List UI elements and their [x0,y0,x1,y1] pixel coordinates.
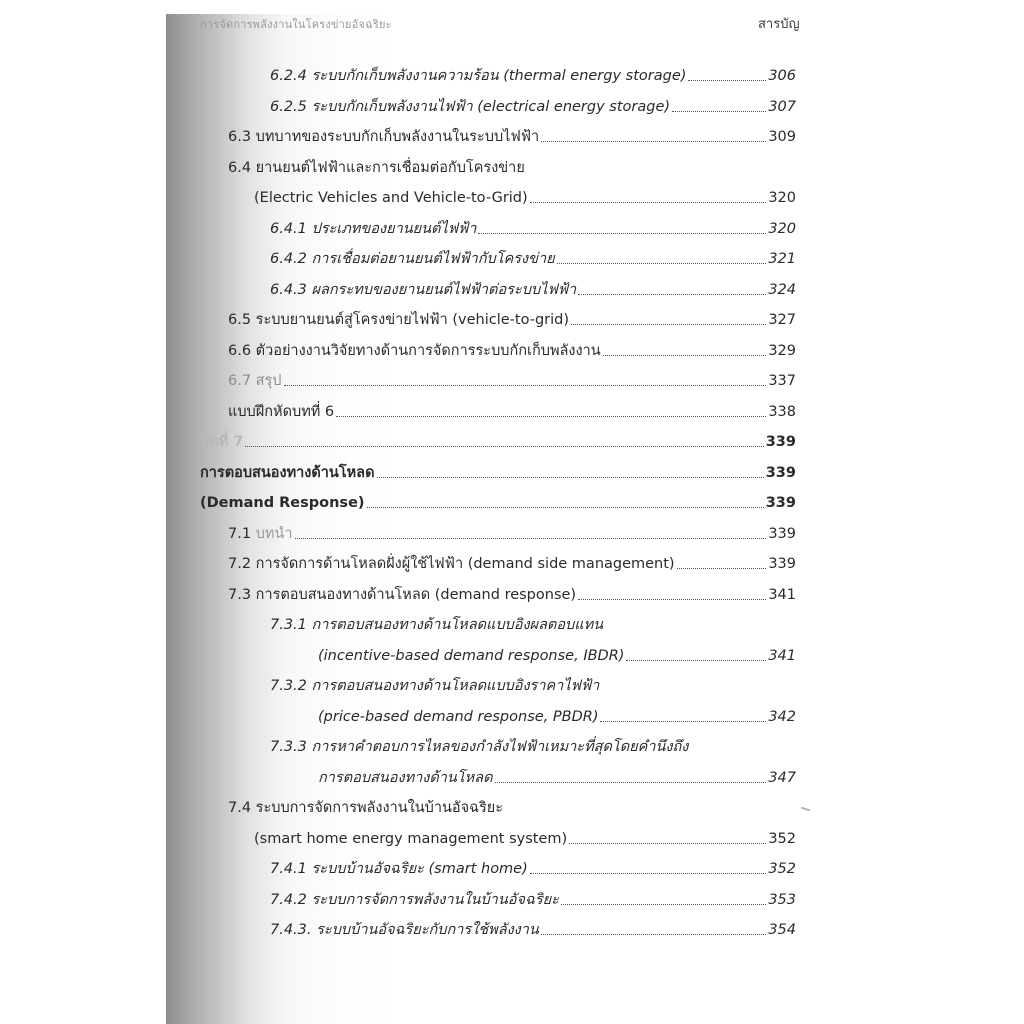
toc-row [270,214,796,238]
toc-page-number: 324 [768,282,796,298]
toc-entry-text: ระบบการจัดการพลังงานในบ้านอัจฉริยะ [255,800,504,816]
toc-entry-number: 7.3 [228,587,252,603]
toc-entry-text: (Demand Response) [200,495,365,511]
toc-page-number: 341 [768,587,796,603]
toc-entry-number: 6.4.2 [270,251,307,267]
toc-entry-label [270,891,559,909]
toc-page-number: 321 [768,251,796,267]
toc-row [270,610,796,634]
toc-row [200,488,796,512]
toc-entry-text: การตอบสนองทางด้านโหลดแบบอิงราคาไฟฟ้า [311,678,600,694]
toc-entry-text: การหาคำตอบการไหลของกำลังไฟฟ้าเหมาะที่สุดโดยคำนึงถึง [311,739,689,755]
toc-entry-label [270,220,476,238]
toc-entry-label [270,677,599,695]
toc-entry-label [318,708,598,726]
dot-leader [336,416,766,417]
dot-leader [367,507,764,508]
toc-row [270,92,796,116]
toc-row [228,153,796,177]
dot-leader [478,233,766,234]
toc-page-number: 339 [768,556,796,572]
toc-entry-number: 6.2.4 [270,68,307,84]
toc-entry-text: ระบบบ้านอัจฉริยะกับการใช้พลังงาน [316,922,539,938]
toc-entry-label [254,189,528,207]
dot-leader [245,446,763,447]
toc-entry-text: สรุป [255,373,282,389]
dot-leader [561,904,766,905]
toc-entry-label [270,250,555,268]
toc-entry-label [270,616,603,634]
toc-entry-label [228,799,503,817]
toc-page-number: 306 [768,68,796,84]
toc-row [270,915,796,939]
running-header-section: สารบัญ [758,17,800,32]
toc-row [228,366,796,390]
toc-page-number: 338 [768,404,796,420]
toc-entry-text: การตอบสนองทางด้านโหลด (demand response) [255,587,577,603]
toc-page-number: 354 [768,922,796,938]
dot-leader [578,599,766,600]
toc-entry-number: 6.5 [228,312,252,328]
toc-row [270,732,796,756]
toc-row [254,183,796,207]
toc-entry-label [270,98,670,116]
toc-row [318,763,796,787]
toc-row [228,305,796,329]
toc-entry-text: การตอบสนองทางด้านโหลด [200,465,375,481]
toc-entry-text: ระบบกักเก็บพลังงานความร้อน (thermal energy storage) [311,68,687,84]
dot-leader [284,385,767,386]
dot-leader [603,355,767,356]
toc-row [200,458,796,482]
toc-row [228,397,796,421]
dot-leader [571,324,766,325]
toc-entry-label [270,921,539,939]
toc-entry-number: 7.1 [228,526,252,542]
toc-entry-text: ระบบการจัดการพลังงานในบ้านอัจฉริยะ [311,892,559,908]
toc-page-number: 339 [765,434,796,450]
toc-entry-label [254,830,567,848]
toc-entry-label [200,494,365,512]
dot-leader [677,568,767,569]
toc-page-number: 320 [768,190,796,206]
dot-leader [377,477,764,478]
dot-leader [295,538,767,539]
dot-leader [530,873,767,874]
toc-entry-label [318,647,624,665]
dot-leader [557,263,767,264]
toc-row [270,885,796,909]
toc-page-number: 339 [765,465,796,481]
dot-leader [626,660,766,661]
toc-row [228,580,796,604]
toc-entry-label [228,128,539,146]
toc-entry-text: การจัดการด้านโหลดฝั่งผู้ใช้ไฟฟ้า (demand side management) [255,556,675,572]
toc-entry-number: 7.4.1 [270,861,307,877]
toc-entry-text: บทบาทของระบบกักเก็บพลังงานในระบบไฟฟ้า [255,129,540,145]
toc-entry-number: 7.4 [228,800,252,816]
toc-entry-text: การตอบสนองทางด้านโหลด [318,770,493,786]
toc-page-number: 309 [768,129,796,145]
toc-row [270,275,796,299]
toc-entry-text: (price-based demand response, PBDR) [318,709,599,725]
toc-entry-label [228,159,525,177]
toc-entry-text: ผลกระทบของยานยนต์ไฟฟ้าต่อระบบไฟฟ้า [311,282,577,298]
toc-row [270,61,796,85]
toc-row [270,854,796,878]
toc-row [270,244,796,268]
toc-row [228,793,796,817]
toc-page-number: 327 [768,312,796,328]
toc-entry-label [228,403,334,421]
dot-leader [672,111,766,112]
toc-entry-label [228,372,282,390]
toc-row [228,549,796,573]
toc-page-number: 352 [768,831,796,847]
toc-entry-label [318,769,493,787]
dot-leader [688,80,766,81]
toc-entry-label [228,311,569,329]
toc-entry-number: 7.3.1 [270,617,307,633]
toc-entry-number: 7.3.2 [270,678,307,694]
toc-page-number: 339 [768,526,796,542]
toc-entry-text: การเชื่อมต่อยานยนต์ไฟฟ้ากับโครงข่าย [311,251,555,267]
toc-entry-text: ระบบบ้านอัจฉริยะ (smart home) [311,861,528,877]
toc-entry-label [270,67,686,85]
toc-entry-text: ระบบกักเก็บพลังงานไฟฟ้า (electrical energy storage) [311,99,671,115]
dot-leader [541,141,766,142]
toc-entry-text: ตัวอย่างงานวิจัยทางด้านการจัดการระบบกักเก็บพลังงาน [255,343,601,359]
toc-entry-label [270,281,576,299]
toc-entry-label [200,464,375,482]
toc-row [318,702,796,726]
toc-row [228,122,796,146]
toc-entry-label [228,586,576,604]
toc-entry-number: 6.2.5 [270,99,307,115]
toc-entry-label [228,555,675,573]
toc-entry-text: (smart home energy management system) [254,831,568,847]
toc-page-number: 307 [768,99,796,115]
toc-entry-number: 6.3 [228,129,252,145]
toc-row [270,671,796,695]
toc-entry-text: ยานยนต์ไฟฟ้าและการเชื่อมต่อกับโครงข่าย [255,160,525,176]
running-header-title: การจัดการพลังงานในโครงข่ายอัจฉริยะ [200,18,392,31]
toc-page-number: 341 [768,648,796,664]
toc-row [254,824,796,848]
dot-leader [600,721,766,722]
dot-leader [578,294,766,295]
toc-entry-number: 7.4.2 [270,892,307,908]
toc-entry-text: (incentive-based demand response, IBDR) [318,648,625,664]
toc-entry-number: 6.4 [228,160,252,176]
toc-row [228,519,796,543]
toc-row [200,427,796,451]
toc-entry-label [270,860,528,878]
dot-leader [569,843,766,844]
toc-entry-text: แบบฝึกหัดบทที่ 6 [228,404,335,420]
toc-page-number: 347 [768,770,796,786]
toc-page-number: 320 [768,221,796,237]
toc-row [228,336,796,360]
toc-entry-number: 7.2 [228,556,252,572]
toc-entry-text: ระบบยานยนต์สู่โครงข่ายไฟฟ้า (vehicle-to-grid) [255,312,570,328]
dot-leader [530,202,767,203]
dot-leader [541,934,767,935]
toc-entry-text: การตอบสนองทางด้านโหลดแบบอิงผลตอบแทน [311,617,604,633]
toc-row [318,641,796,665]
toc-entry-label [200,433,243,451]
toc-page-number: 342 [768,709,796,725]
toc-entry-text: บทที่ 7 [200,434,244,450]
toc-page-number: 329 [768,343,796,359]
toc-entry-text: ประเภทของยานยนต์ไฟฟ้า [311,221,477,237]
toc-entry-number: 6.6 [228,343,252,359]
toc-entry-number: 7.4.3. [270,922,312,938]
toc-page-number: 353 [768,892,796,908]
toc-entry-number: 7.3.3 [270,739,307,755]
toc-entry-label [270,738,688,756]
toc-entry-number: 6.4.3 [270,282,307,298]
toc-entry-label [228,342,601,360]
toc-entry-label [228,525,293,543]
toc-page-number: 339 [765,495,796,511]
dot-leader [495,782,767,783]
toc-page-number: 337 [768,373,796,389]
toc-entry-text: (Electric Vehicles and Vehicle-to-Grid) [254,190,528,206]
toc-entry-number: 6.4.1 [270,221,307,237]
toc-page-number: 352 [768,861,796,877]
toc-entry-number: 6.7 [228,373,252,389]
toc-entry-text: บทนำ [255,526,293,542]
